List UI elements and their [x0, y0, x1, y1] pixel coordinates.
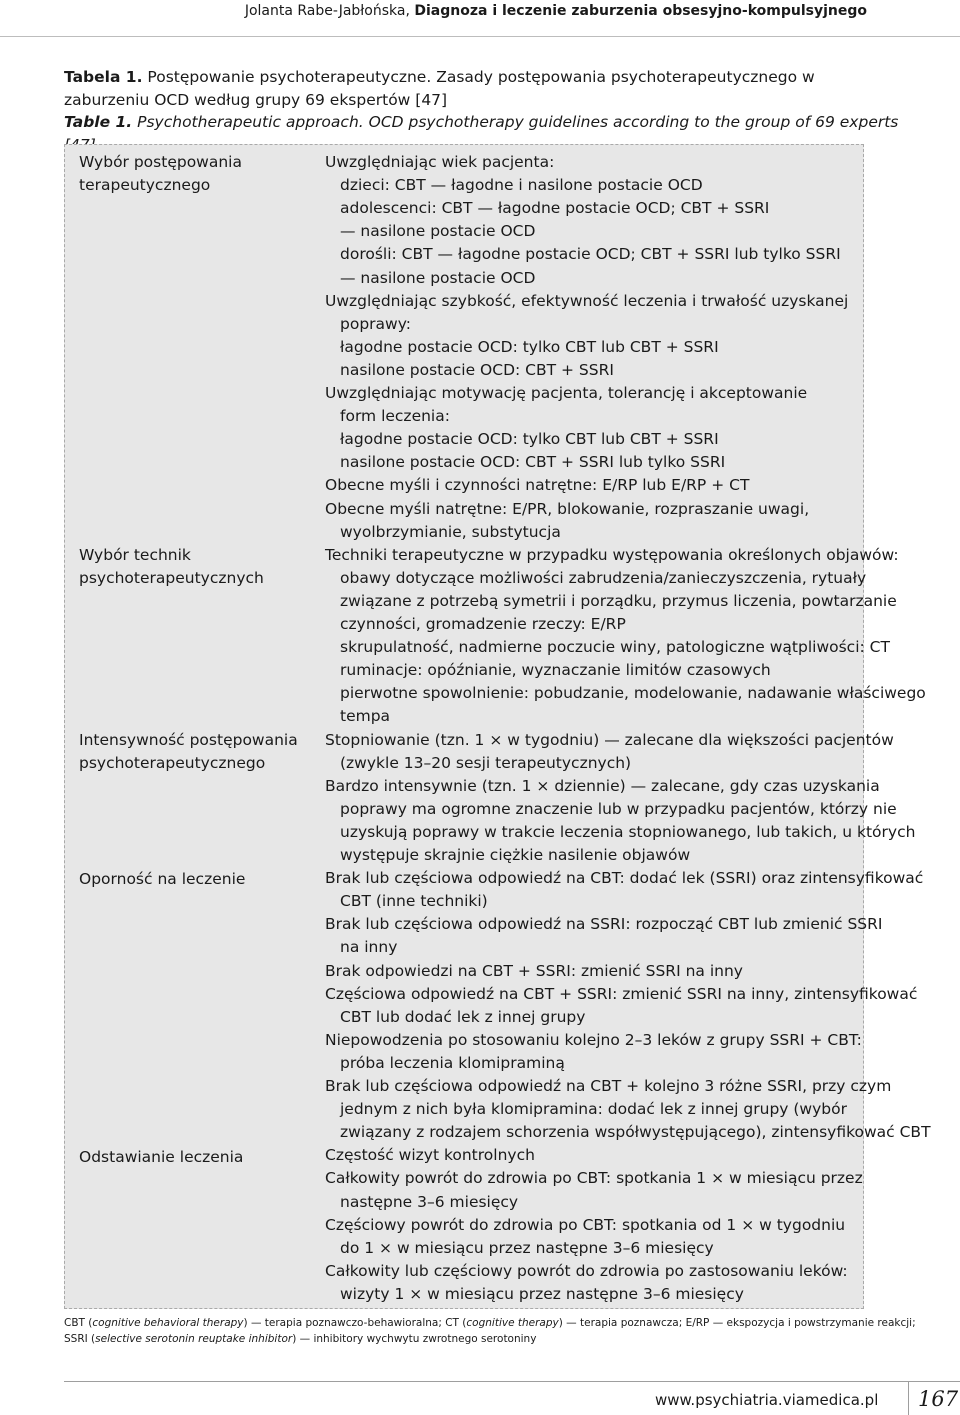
table-line: wyolbrzymianie, substytucja	[340, 522, 561, 541]
footer-divider	[908, 1381, 909, 1415]
caption-polish	[64, 66, 904, 111]
table-line: Brak odpowiedzi na CBT + SSRI: zmienić SSRI na inny	[325, 961, 743, 980]
page-number: 167	[918, 1387, 959, 1411]
category-choice-of-techniques	[79, 544, 309, 590]
table-line: Techniki terapeutyczne w przypadku występowania określonych objawów:	[325, 545, 899, 564]
table-line: nasilone postacie OCD: CBT + SSRI	[340, 360, 614, 379]
running-head-text	[245, 2, 867, 20]
table-line: CBT (inne techniki)	[340, 892, 488, 911]
table-line: czynności, gromadzenie rzeczy: E/RP	[340, 615, 626, 633]
running-header	[0, 0, 960, 37]
footnote-text: CBT (	[64, 1317, 93, 1329]
table-line: Obecne myśli i czynności natrętne: E/RP lub E/RP + CT	[325, 476, 750, 495]
table-line: Brak lub częściowa odpowiedź na SSRI: rozpocząć CBT lub zmienić SSRI	[325, 915, 883, 934]
table-line: dzieci: CBT — łagodne i nasilone postacie OCD	[340, 176, 703, 195]
table-line: Częściowy powrót do zdrowia po CBT: spotkania od 1 × w tygodniu	[325, 1215, 846, 1234]
category-choice-of-approach	[79, 151, 309, 197]
table-line: występuje skrajnie ciężkie nasilenie objawów	[340, 846, 691, 864]
table-line: na inny	[340, 938, 398, 957]
caption-en-text: Psychotherapeutic approach. OCD psychotherapy guidelines according to the group of 69 experts	[137, 113, 899, 131]
table-line: CBT lub dodać lek z innej grupy	[340, 1007, 586, 1026]
category-line: Wybór postępowania	[79, 153, 242, 171]
table-line: Uwzględniając wiek pacjenta:	[325, 153, 555, 171]
table-footnote	[64, 1315, 934, 1347]
table-line: skrupulatność, nadmierne poczucie winy, patologiczne wątpliwości: CT	[340, 638, 890, 657]
author-name: Jolanta Rabe-Jabłońska,	[244, 3, 410, 19]
table-line: (zwykle 13–20 sesji terapeutycznych)	[340, 753, 632, 772]
caption-pl-label: Tabela 1.	[64, 68, 143, 86]
table-line: Całkowity powrót do zdrowia po CBT: spotkania 1 × w miesiącu przez	[325, 1169, 863, 1188]
table-line: — nasilone postacie OCD	[340, 222, 536, 241]
category-discontinuation	[79, 1146, 309, 1169]
table-line: tempa	[340, 707, 391, 726]
footnote-text: SSRI (	[64, 1333, 96, 1345]
article-title: Diagnoza i leczenie zaburzenia obsesyjno-kompulsyjnego	[414, 3, 867, 19]
footnote-term: selective serotonin reuptake inhibitor	[95, 1333, 293, 1345]
table-line: Uwzględniając szybkość, efektywność leczenia i trwałość uzyskanej	[325, 291, 849, 310]
table-line: poprawy:	[340, 314, 411, 333]
table-line: łagodne postacie OCD: tylko CBT lub CBT + SSRI	[340, 430, 719, 449]
caption-pl-text: Postępowanie psychoterapeutyczne. Zasady postępowania psychoterapeutycznego w zaburzeniu OCD według grupy 69 ekspertów [47]	[64, 68, 815, 109]
journal-website: www.psychiatria.viamedica.pl	[655, 1391, 879, 1409]
table-line: Brak lub częściowa odpowiedź na CBT + kolejno 3 różne SSRI, przy czym	[325, 1077, 892, 1095]
table-line: Całkowity lub częściowy powrót do zdrowia po zastosowaniu leków:	[325, 1261, 848, 1280]
table-line: ruminacje: opóźnianie, wyznaczanie limitów czasowych	[340, 661, 771, 680]
table-caption	[64, 66, 904, 156]
category-line: Wybór technik	[79, 546, 191, 564]
table-line: wizyty 1 × w miesiącu przez następne 3–6 miesięcy	[340, 1284, 744, 1303]
table-line: nasilone postacie OCD: CBT + SSRI lub tylko SSRI	[340, 453, 726, 472]
caption-en-label: Table 1.	[64, 113, 133, 131]
table-line: adolescenci: CBT — łagodne postacie OCD; CBT + SSRI	[340, 199, 770, 218]
footnote-line	[64, 1331, 934, 1347]
footnote-term: cognitive therapy	[466, 1317, 559, 1329]
footnote-text: ) — terapia poznawczo-behawioralna; CT (	[243, 1317, 467, 1329]
table-line: Brak lub częściowa odpowiedź na CBT: dodać lek (SSRI) oraz zintensyfikować	[325, 869, 924, 888]
footer-rule	[64, 1381, 960, 1382]
table-line: pierwotne spowolnienie: pobudzanie, modelowanie, nadawanie właściwego	[340, 684, 926, 703]
table-line: związany z rodzajem schorzenia współwystępującego), zintensyfikować CBT	[340, 1123, 931, 1142]
category-line: terapeutycznego	[79, 176, 211, 195]
table-line: jednym z nich była klomipramina: dodać lek z innej grupy (wybór	[340, 1100, 847, 1119]
category-line: Oporność na leczenie	[79, 870, 246, 888]
table-line: Obecne myśli natrętne: E/PR, blokowanie, rozpraszanie uwagi,	[325, 499, 810, 518]
table-line: — nasilone postacie OCD	[340, 268, 536, 287]
footnote-text: ) — inhibitory wychwytu zwrotnego serotoniny	[292, 1333, 537, 1345]
category-line: psychoterapeutycznego	[79, 754, 266, 773]
footnote-term: cognitive behavioral therapy	[92, 1317, 244, 1329]
table-line: uzyskują poprawy w trakcie leczenia stopniowanego, lub takich, u których	[340, 822, 916, 841]
footnote-text: ) — terapia poznawcza; E/RP — ekspozycja i powstrzymanie reakcji;	[558, 1317, 916, 1329]
table-line: związane z potrzebą symetrii i porządku, przymus liczenia, powtarzanie	[340, 591, 897, 610]
table-line: Częściowa odpowiedź na CBT + SSRI: zmienić SSRI na inny, zintensyfikować	[325, 984, 918, 1003]
table-line: Niepowodzenia po stosowaniu kolejno 2–3 leków z grupy SSRI + CBT:	[325, 1030, 862, 1049]
category-treatment-resistance	[79, 868, 309, 891]
table-line: Uwzględniając motywację pacjenta, tolerancję i akceptowanie	[325, 384, 808, 402]
table-line: następne 3–6 miesięcy	[340, 1192, 519, 1211]
table-line: próba leczenia klomipraminą	[340, 1053, 565, 1072]
table-line: Częstość wizyt kontrolnych	[325, 1146, 535, 1165]
table-line: Stopniowanie (tzn. 1 × w tygodniu) — zalecane dla większości pacjentów	[325, 730, 894, 749]
category-line: psychoterapeutycznych	[79, 569, 264, 588]
category-intensity	[79, 729, 309, 775]
category-line: Intensywność postępowania	[79, 731, 298, 749]
footnote-line	[64, 1315, 934, 1331]
table-line: dorośli: CBT — łagodne postacie OCD; CBT + SSRI lub tylko SSRI	[340, 245, 841, 264]
table-line: poprawy ma ogromne znaczenie lub w przypadku pacjentów, którzy nie	[340, 799, 897, 818]
table-line: form leczenia:	[340, 407, 450, 426]
table-line: łagodne postacie OCD: tylko CBT lub CBT + SSRI	[340, 337, 719, 356]
table-line: obawy dotyczące możliwości zabrudzenia/zanieczyszczenia, rytuały	[340, 568, 867, 587]
table-line: do 1 × w miesiącu przez następne 3–6 miesięcy	[340, 1238, 714, 1257]
category-line: Odstawianie leczenia	[79, 1148, 244, 1166]
table-line: Bardzo intensywnie (tzn. 1 × dziennie) — zalecane, gdy czas uzyskania	[325, 776, 880, 795]
